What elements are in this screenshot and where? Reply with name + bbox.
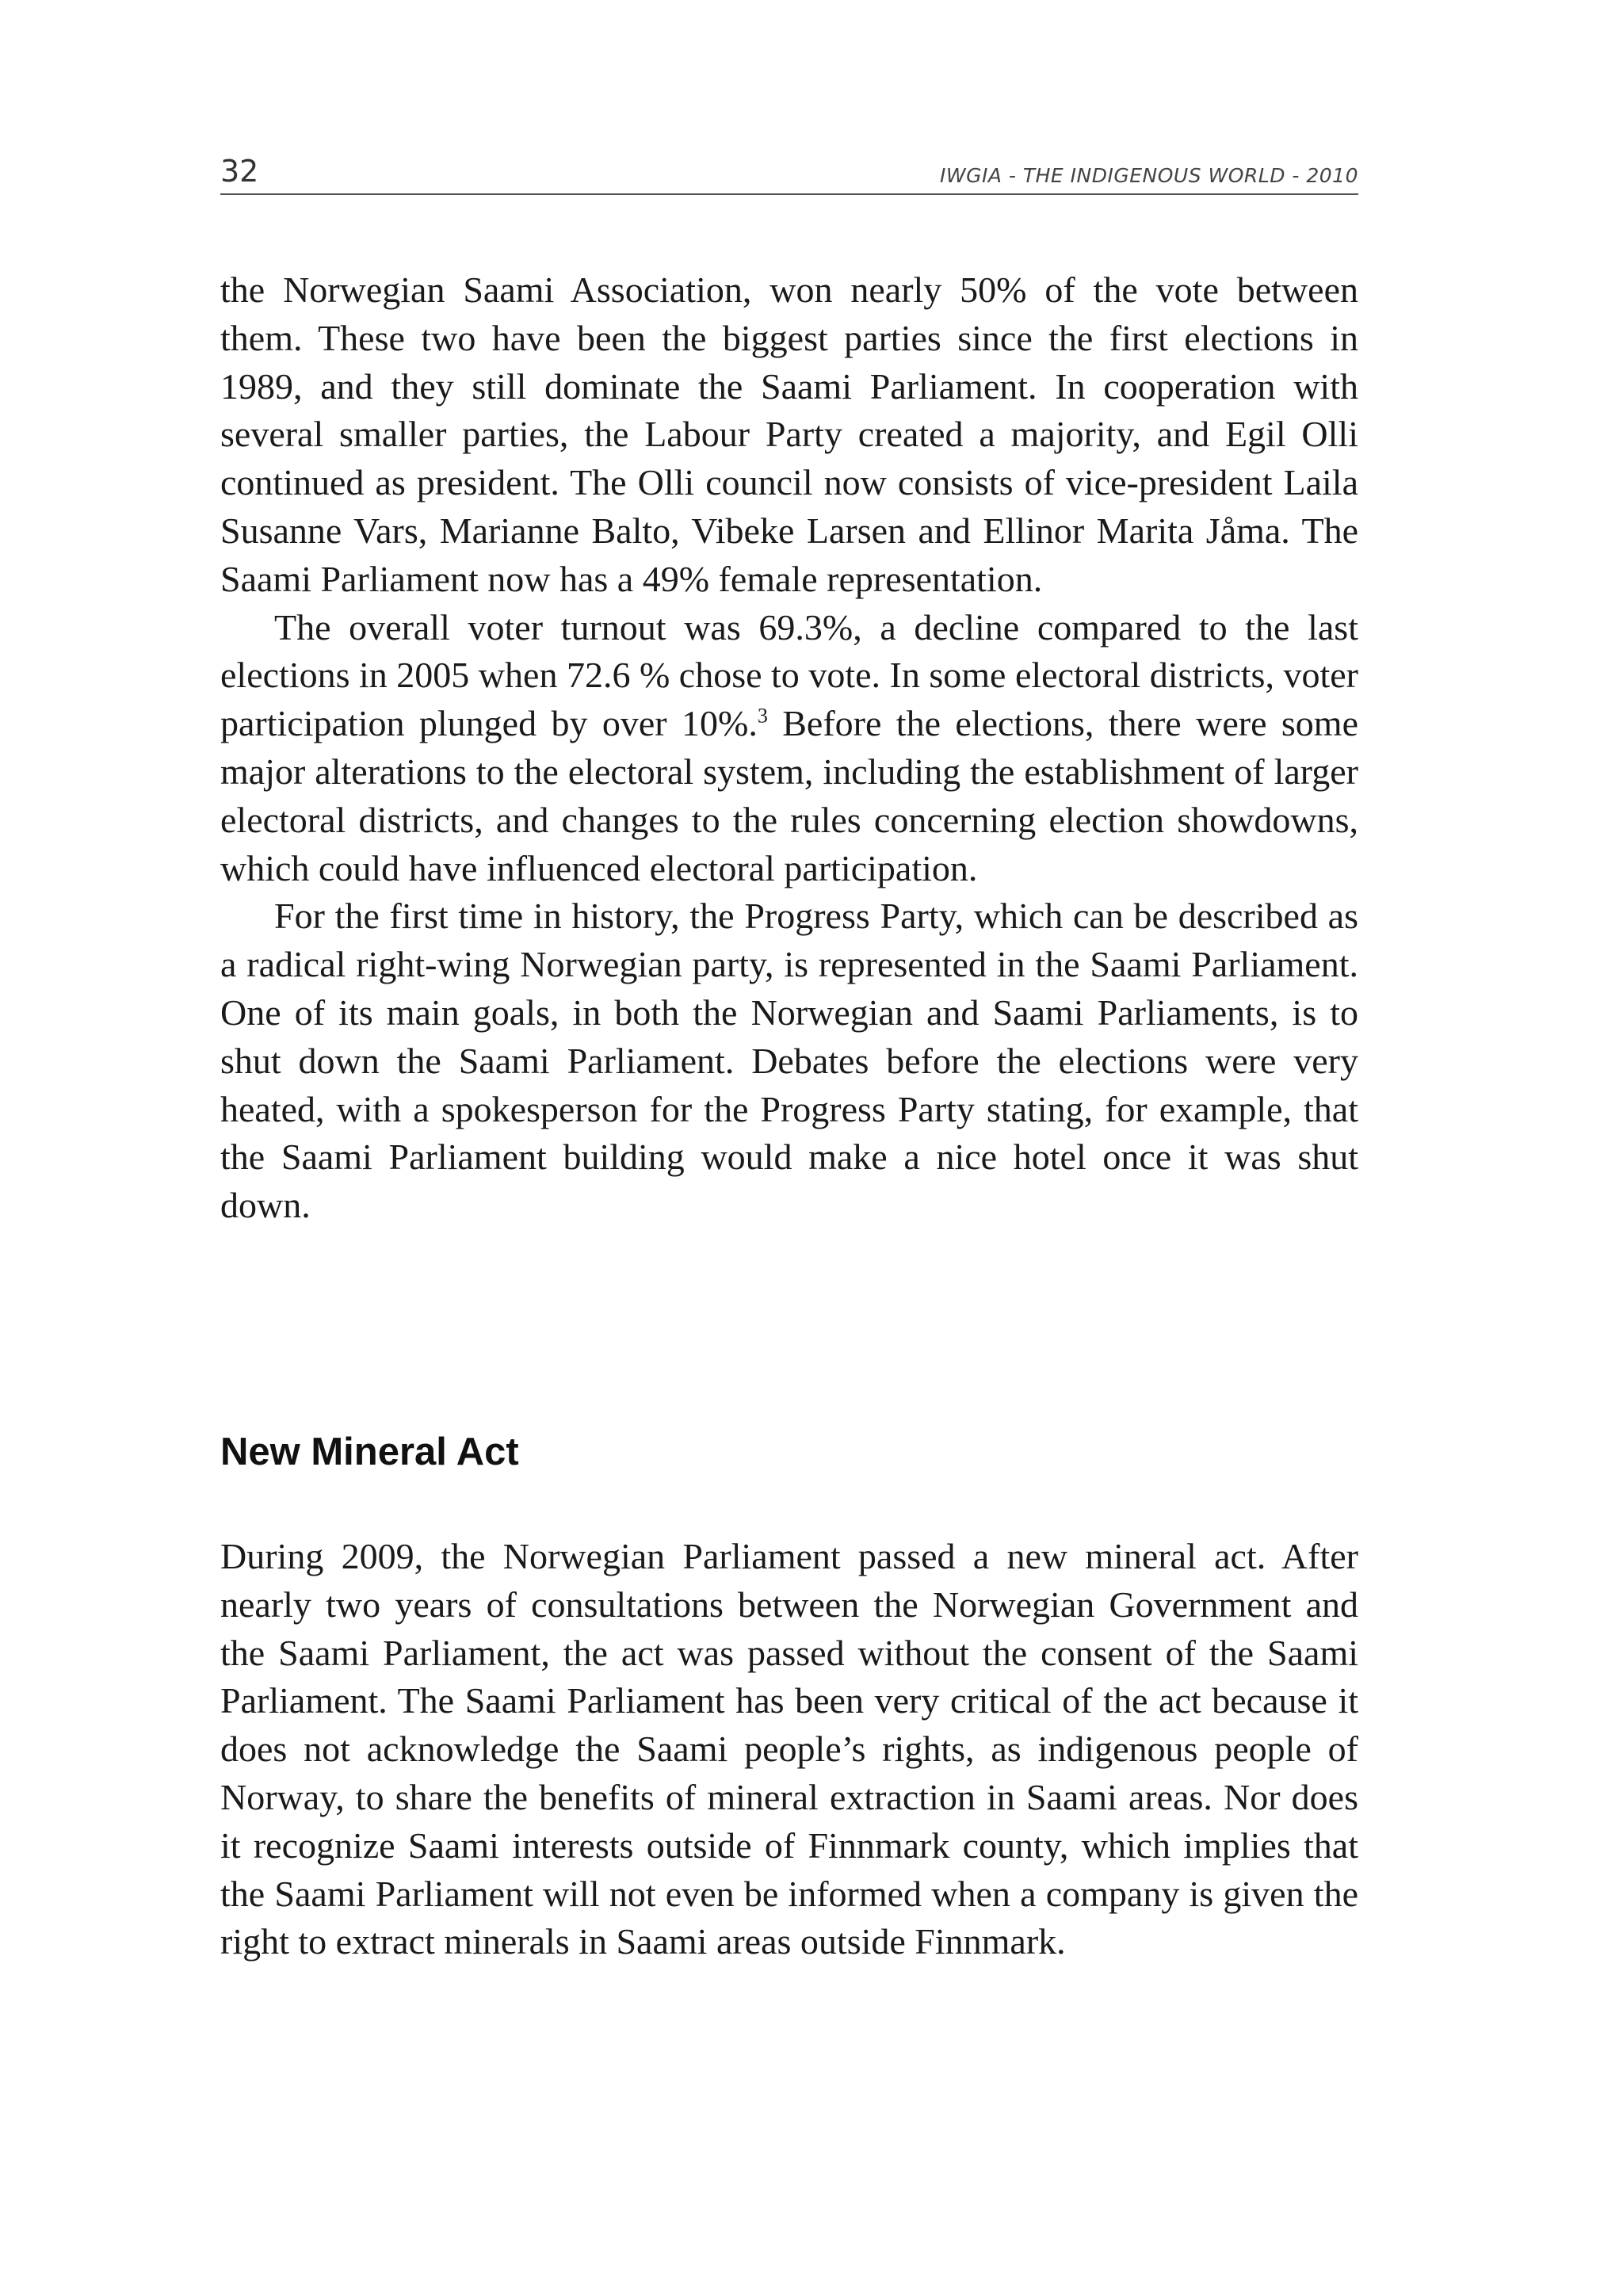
paragraph-progress-party: For the first time in history, the Progress Party, which can be described as a radical right-wing Norwegian party, is represented in the Saami Parliament. One of its main goals, in both the Norwegian and Saami Parliaments, is to shut down the Saami Parliament. Debates before the elections were very heated, with a spokesperson for the Progress Party stating, for example, that the Saami Parliament building would make a nice hotel once it was shut down. <box>220 896 1358 1226</box>
page-number: 32 <box>220 154 259 189</box>
page-header <box>220 155 1358 195</box>
paragraph-election-results: the Norwegian Saami Association, won nearly 50% of the vote between them. These two have been the biggest parties since the first elections in 1989, and they still dominate the Saami Parliament. In cooperation with several smaller parties, the Labour Party created a majority, and Egil Olli continued as president. The Olli council now consists of vice-president Laila Susanne Vars, Marianne Balto, Vibeke Larsen and Ellinor Marita Jåma. The Saami Parliament now has a 49% female representation. <box>220 269 1358 599</box>
body-section-elections <box>220 266 1358 1230</box>
section-heading-mineral-act: New Mineral Act <box>220 1431 519 1473</box>
running-title: IWGIA - THE INDIGENOUS WORLD - 2010 <box>939 164 1358 187</box>
paragraph-mineral-act: During 2009, the Norwegian Parliament passed a new mineral act. After nearly two years of consultations between the Norwegian Government and the Saami Parliament, the act was passed without the consent of the Saami Parliament. The Saami Parliament has been very critical of the act because it does not acknowledge the Saami people’s rights, as indigenous people of Norway, to share the benefits of mineral extraction in Saami areas. Nor does it recognize Saami interests outside of Finnmark county, which implies that the Saami Parliament will not even be informed when a company is given the right to extract minerals in Saami areas outside Finnmark. <box>220 1536 1358 1962</box>
paragraph-voter-turnout-continued: Before the elections, there were some major alterations to the electoral system, including the establishment of larger electoral districts, and changes to the rules concerning election showdowns, which could have influenced electoral participation. <box>220 703 1358 888</box>
paragraph-voter-turnout <box>220 604 1358 893</box>
footnote-reference[interactable]: 3 <box>757 704 768 728</box>
paragraph-voter-turnout-text: The overall voter turnout was 69.3%, a decline compared to the last elections in 2005 when 72.6 % chose to vote. In some electoral districts, voter participation plunged by over 10%. <box>220 606 1358 744</box>
body-section-mineral-act <box>220 1533 1358 1966</box>
